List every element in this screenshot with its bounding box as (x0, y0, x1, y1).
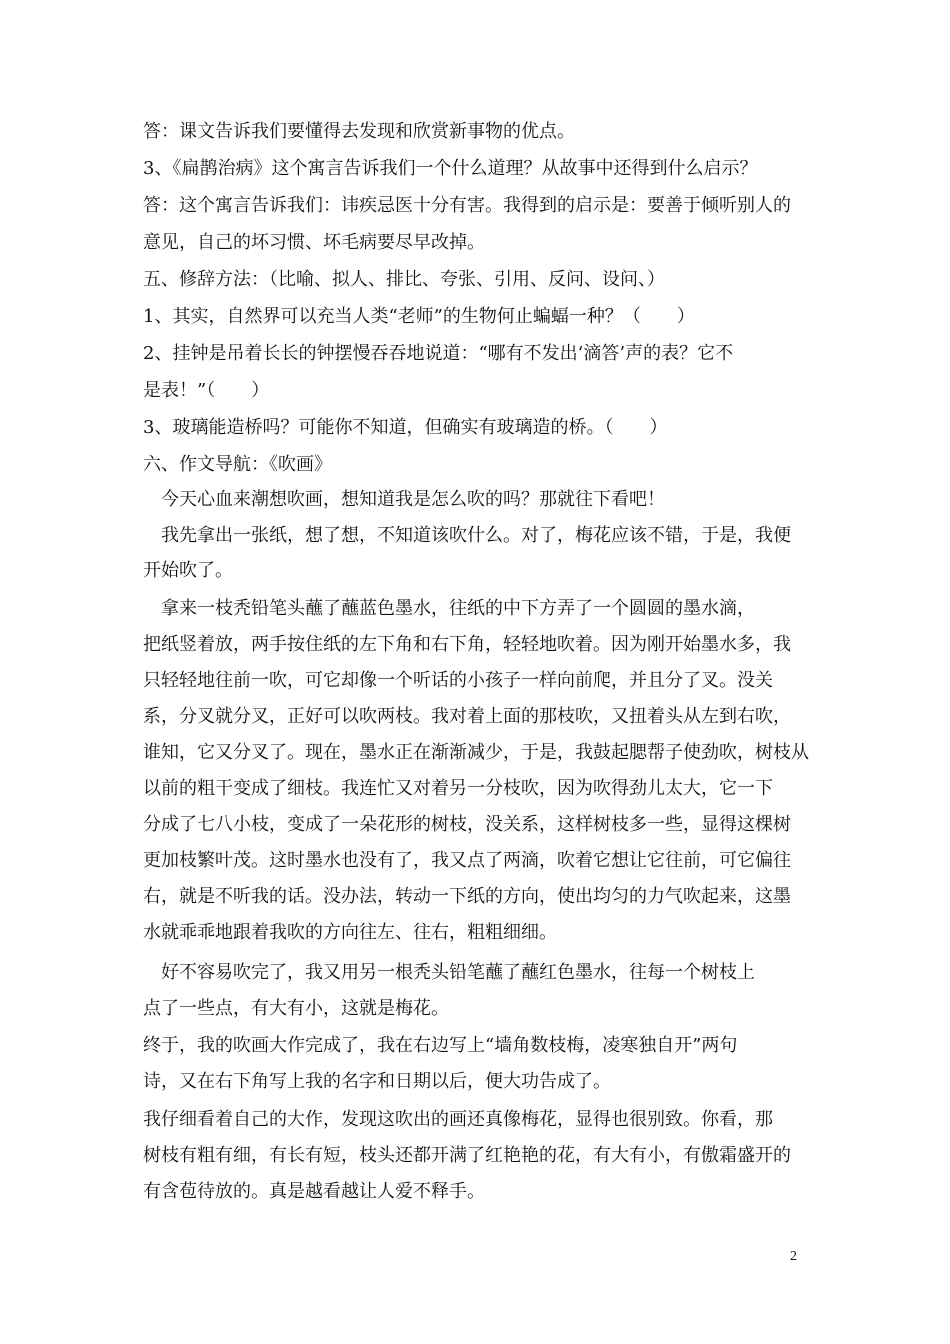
essay-paragraph-3-line-6: 以前的粗干变成了细枝。我连忙又对着另一分枝吹，因为吹得劲儿太大，它一下 (143, 778, 773, 799)
rhetoric-item-2-continued: 是表！”（ ） (143, 380, 270, 401)
rhetoric-item-3: 3、玻璃能造桥吗？可能你不知道，但确实有玻璃造的桥。（ ） (143, 417, 668, 438)
essay-paragraph-6-line-1: 我仔细看着自己的大作，发现这吹出的画还真像梅花，显得也很别致。你看，那 (143, 1109, 773, 1130)
essay-paragraph-6-line-3: 有含苞待放的。真是越看越让人爱不释手。 (143, 1181, 485, 1202)
rhetoric-item-2: 2、挂钟是吊着长长的钟摆慢吞吞地说道：“哪有不发出‘滴答’声的表？它不 (143, 343, 734, 364)
essay-paragraph-3-line-8: 更加枝繁叶茂。这时墨水也没有了，我又点了两滴，吹着它想让它往前，可它偏往 (143, 850, 791, 871)
essay-paragraph-3-line-2: 把纸竖着放，两手按住纸的左下角和右下角，轻轻地吹着。因为刚开始墨水多，我 (143, 634, 791, 655)
essay-paragraph-3-line-4: 系，分叉就分叉，正好可以吹两枝。我对着上面的那枝吹，又扭着头从左到右吹， (143, 706, 791, 727)
essay-paragraph-3-line-10: 水就乖乖地跟着我吹的方向往左、往右，粗粗细细。 (143, 922, 557, 943)
essay-paragraph-3-line-3: 只轻轻地往前一吹，可它却像一个听话的小孩子一样向前爬，并且分了叉。没关 (143, 670, 773, 691)
answer-line-2: 答：这个寓言告诉我们：讳疾忌医十分有害。我得到的启示是：要善于倾听别人的 (143, 195, 791, 216)
essay-paragraph-3-line-1: 拿来一枝秃铅笔头蘸了蘸蓝色墨水，往纸的中下方弄了一个圆圆的墨水滴， (143, 598, 755, 619)
essay-paragraph-3-line-5: 谁知，它又分叉了。现在，墨水正在渐渐减少，于是，我鼓起腮帮子使劲吹，树枝从 (143, 742, 809, 763)
section-heading-rhetoric: 五、修辞方法：（比喻、拟人、排比、夸张、引用、反问、设问、） (143, 269, 665, 290)
question-3-line: 3、《扁鹊治病》这个寓言告诉我们一个什么道理？从故事中还得到什么启示？ (143, 158, 758, 179)
essay-paragraph-5-line-1: 终于，我的吹画大作完成了，我在右边写上“墙角数枝梅，凌寒独自开”两句 (143, 1035, 738, 1056)
essay-paragraph-2-line-1: 我先拿出一张纸，想了想，不知道该吹什么。对了，梅花应该不错，于是，我便 (143, 525, 791, 546)
essay-paragraph-4-line-1: 好不容易吹完了，我又用另一根秃头铅笔蘸了蘸红色墨水，往每一个树枝上 (143, 962, 755, 983)
essay-paragraph-6-line-2: 树枝有粗有细，有长有短，枝头还都开满了红艳艳的花，有大有小，有傲霜盛开的 (143, 1145, 791, 1166)
essay-paragraph-2-line-2: 开始吹了。 (143, 560, 233, 581)
essay-paragraph-4-line-2: 点了一些点，有大有小，这就是梅花。 (143, 998, 449, 1019)
answer-line-3: 意见，自己的坏习惯、坏毛病要尽早改掉。 (143, 232, 485, 253)
page-number: 2 (790, 1249, 797, 1264)
essay-paragraph-3-line-9: 右，就是不听我的话。没办法，转动一下纸的方向，使出均匀的力气吹起来，这墨 (143, 886, 791, 907)
essay-paragraph-5-line-2: 诗，又在右下角写上我的名字和日期以后，便大功告成了。 (143, 1071, 611, 1092)
section-heading-essay: 六、作文导航：《吹画》 (143, 454, 332, 475)
essay-paragraph-3-line-7: 分成了七八小枝，变成了一朵花形的树枝，没关系，这样树枝多一些，显得这棵树 (143, 814, 791, 835)
rhetoric-item-1: 1、其实，自然界可以充当人类“老师”的生物何止蝙蝠一种？（ ） (143, 306, 695, 327)
essay-paragraph-1: 今天心血来潮想吹画，想知道我是怎么吹的吗？那就往下看吧！ (143, 489, 665, 510)
answer-line-1: 答：课文告诉我们要懂得去发现和欣赏新事物的优点。 (143, 121, 575, 142)
